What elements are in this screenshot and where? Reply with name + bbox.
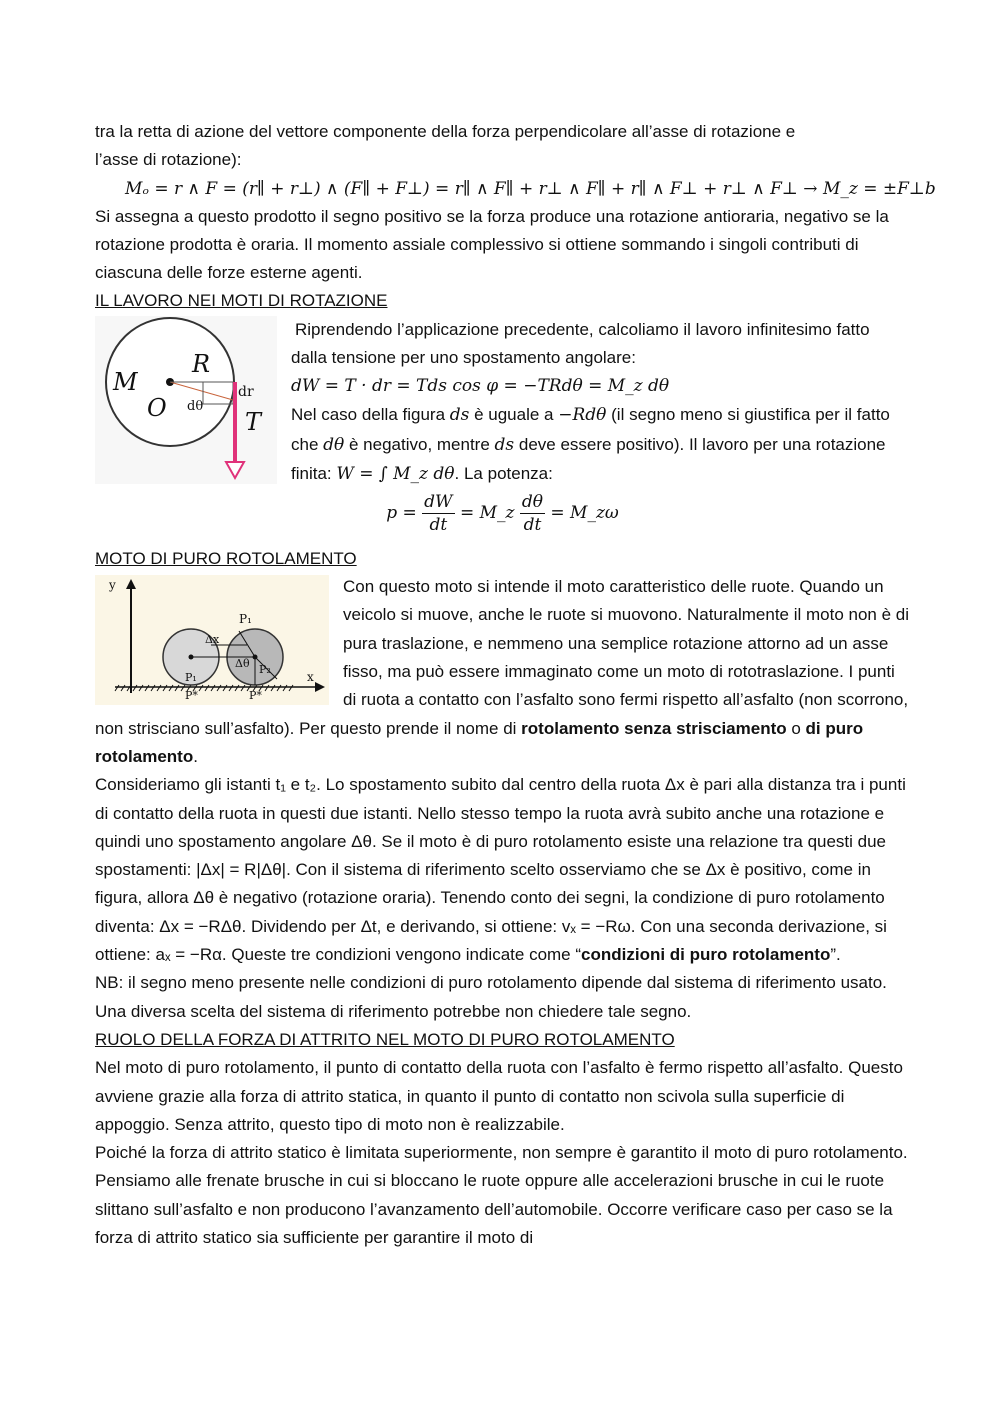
rolling-wheel-figure: [95, 575, 329, 705]
section-heading: IL LAVORO NEI MOTI DI ROTAZIONE: [95, 291, 388, 311]
axis-label-x: x: [307, 670, 314, 685]
figure-label-dx: Δx: [205, 633, 220, 647]
paragraph: Poiché la forza di attrito statico è limitata superiormente, non sempre è garantito il moto di puro rotolamento. Pensiamo alle frenate brusche in cui si bloccano le ruote oppure alle accelerazioni brusche in cui le ruote slittano sull’asfalto e non producono l’avanzamento dell’automobile. Occorre verificare caso per caso se la forza di attrito statico sia sufficiente per garantire il moto di: [95, 1143, 908, 1247]
figure-label-pstar2: P*: [249, 689, 262, 703]
paragraph: Nel caso della figura ds è uguale a −Rdθ (il segno meno si giustifica per il fatto che dθ è negativo, mentre ds deve essere positivo). Il lavoro per una rotazione finita: W = ∫ M_z dθ. La potenza:: [291, 405, 890, 485]
text-line: l’asse di rotazione):: [95, 150, 242, 170]
figure-label-M: M: [113, 367, 138, 396]
figure-label-P1b: P₁: [185, 671, 197, 685]
power-equation: p = $\frac{dW}{dt}$ = M_z $\frac{d\theta}{dt}$ = M_zω: [386, 491, 619, 535]
pulley-figure: [95, 316, 277, 484]
note-paragraph: NB: il segno meno presente nelle condizioni di puro rotolamento dipende dal sistema di riferimento usato. Una diversa scelta del sistema di riferimento potrebbe non chiedere tale segno.: [95, 973, 887, 1021]
figure-label-pstar1: P*: [185, 689, 198, 703]
section-heading: RUOLO DELLA FORZA DI ATTRITO NEL MOTO DI PURO ROTOLAMENTO: [95, 1029, 675, 1049]
paragraph: Si assegna a questo prodotto il segno positivo se la forza produce una rotazione antioraria, negativo se la rotazione prodotta è oraria. Il momento assiale complessivo si ottiene sommando i singoli contributi di ciascuna delle forze esterne agenti.: [95, 206, 889, 283]
figure-label-R: R: [192, 349, 211, 378]
figure-label-dr: dr: [238, 383, 254, 400]
figure-label-P1: P₁: [239, 612, 252, 627]
figure-label-P2: P₂: [259, 663, 271, 677]
document-page: [95, 118, 936, 1252]
figure-label-O: O: [147, 393, 167, 422]
paragraph: Nel moto di puro rotolamento, il punto di contatto della ruota con l’asfalto è fermo rispetto all’asfalto. Questo avviene grazie alla forza di attrito statica, in quanto il punto di contatto non scivola sulla superficie di appoggio. Senza attrito, questo tipo di moto non è realizzabile.: [95, 1058, 903, 1134]
torque-equation: Mₒ = r ∧ F = (r∥ + r⊥) ∧ (F∥ + F⊥) = r∥ ∧ F∥ + r⊥ ∧ F∥ + r∥ ∧ F⊥ + r⊥ ∧ F⊥ → M_z = ±F⊥b: [125, 178, 936, 199]
paragraph: Con questo moto si intende il moto caratteristico delle ruote. Quando un veicolo si muove, anche le ruote si muovono. Naturalmente il moto non è di pura traslazione, e nemmeno una semplice rotazione attorno ad un asse fisso, ma può essere immaginato come un moto di rototraslazione. I punti di ruota a contatto con l’asfalto sono fermi rispetto all’asfalto (non scorrono, non strisciano sull’asfalto). Per questo prende il nome di rotolamento senza strisciamento o di puro rotolamento.: [95, 577, 910, 766]
paragraph: Riprendendo l’applicazione precedente, calcoliamo il lavoro infinitesimo fatto dalla tensione per uno spostamento angolare:: [291, 319, 870, 368]
text-line: tra la retta di azione del vettore componente della forza perpendicolare all’asse di rotazione e: [95, 122, 796, 141]
figure-label-dtheta: Δθ: [235, 657, 250, 671]
figure-label-dtheta: dθ: [187, 398, 204, 414]
paragraph: Consideriamo gli istanti t₁ e t₂. Lo spostamento subito dal centro della ruota Δx è pari alla distanza tra i punti di contatto della ruota in questi due istanti. Nello stesso tempo la ruota avrà subito anche una rotazione e quindi uno spostamento angolare Δθ. Se il moto è di puro rotolamento esiste una relazione tra questi due spostamenti: |Δx| = R|Δθ|. Con il sistema di riferimento scelto osserviamo che se Δx è positivo, come in figura, allora Δθ è negativo (rotazione oraria). Tenendo conto dei segni, la condizione di puro rotolamento diventa: Δx = −RΔθ. Dividendo per Δt, e derivando, si ottiene: vₓ = −Rω. Con una seconda derivazione, si ottiene: aₓ = −Rα. Queste tre condizioni vengono indicate come “condizioni di puro rotolamento”.: [95, 775, 906, 965]
work-equation: dW = T · dr = Tds cos φ = −TRdθ = M_z dθ: [291, 376, 670, 397]
section-heading: MOTO DI PURO ROTOLAMENTO: [95, 548, 357, 568]
axis-label-y: y: [109, 578, 116, 593]
figure-label-T: T: [245, 407, 262, 436]
